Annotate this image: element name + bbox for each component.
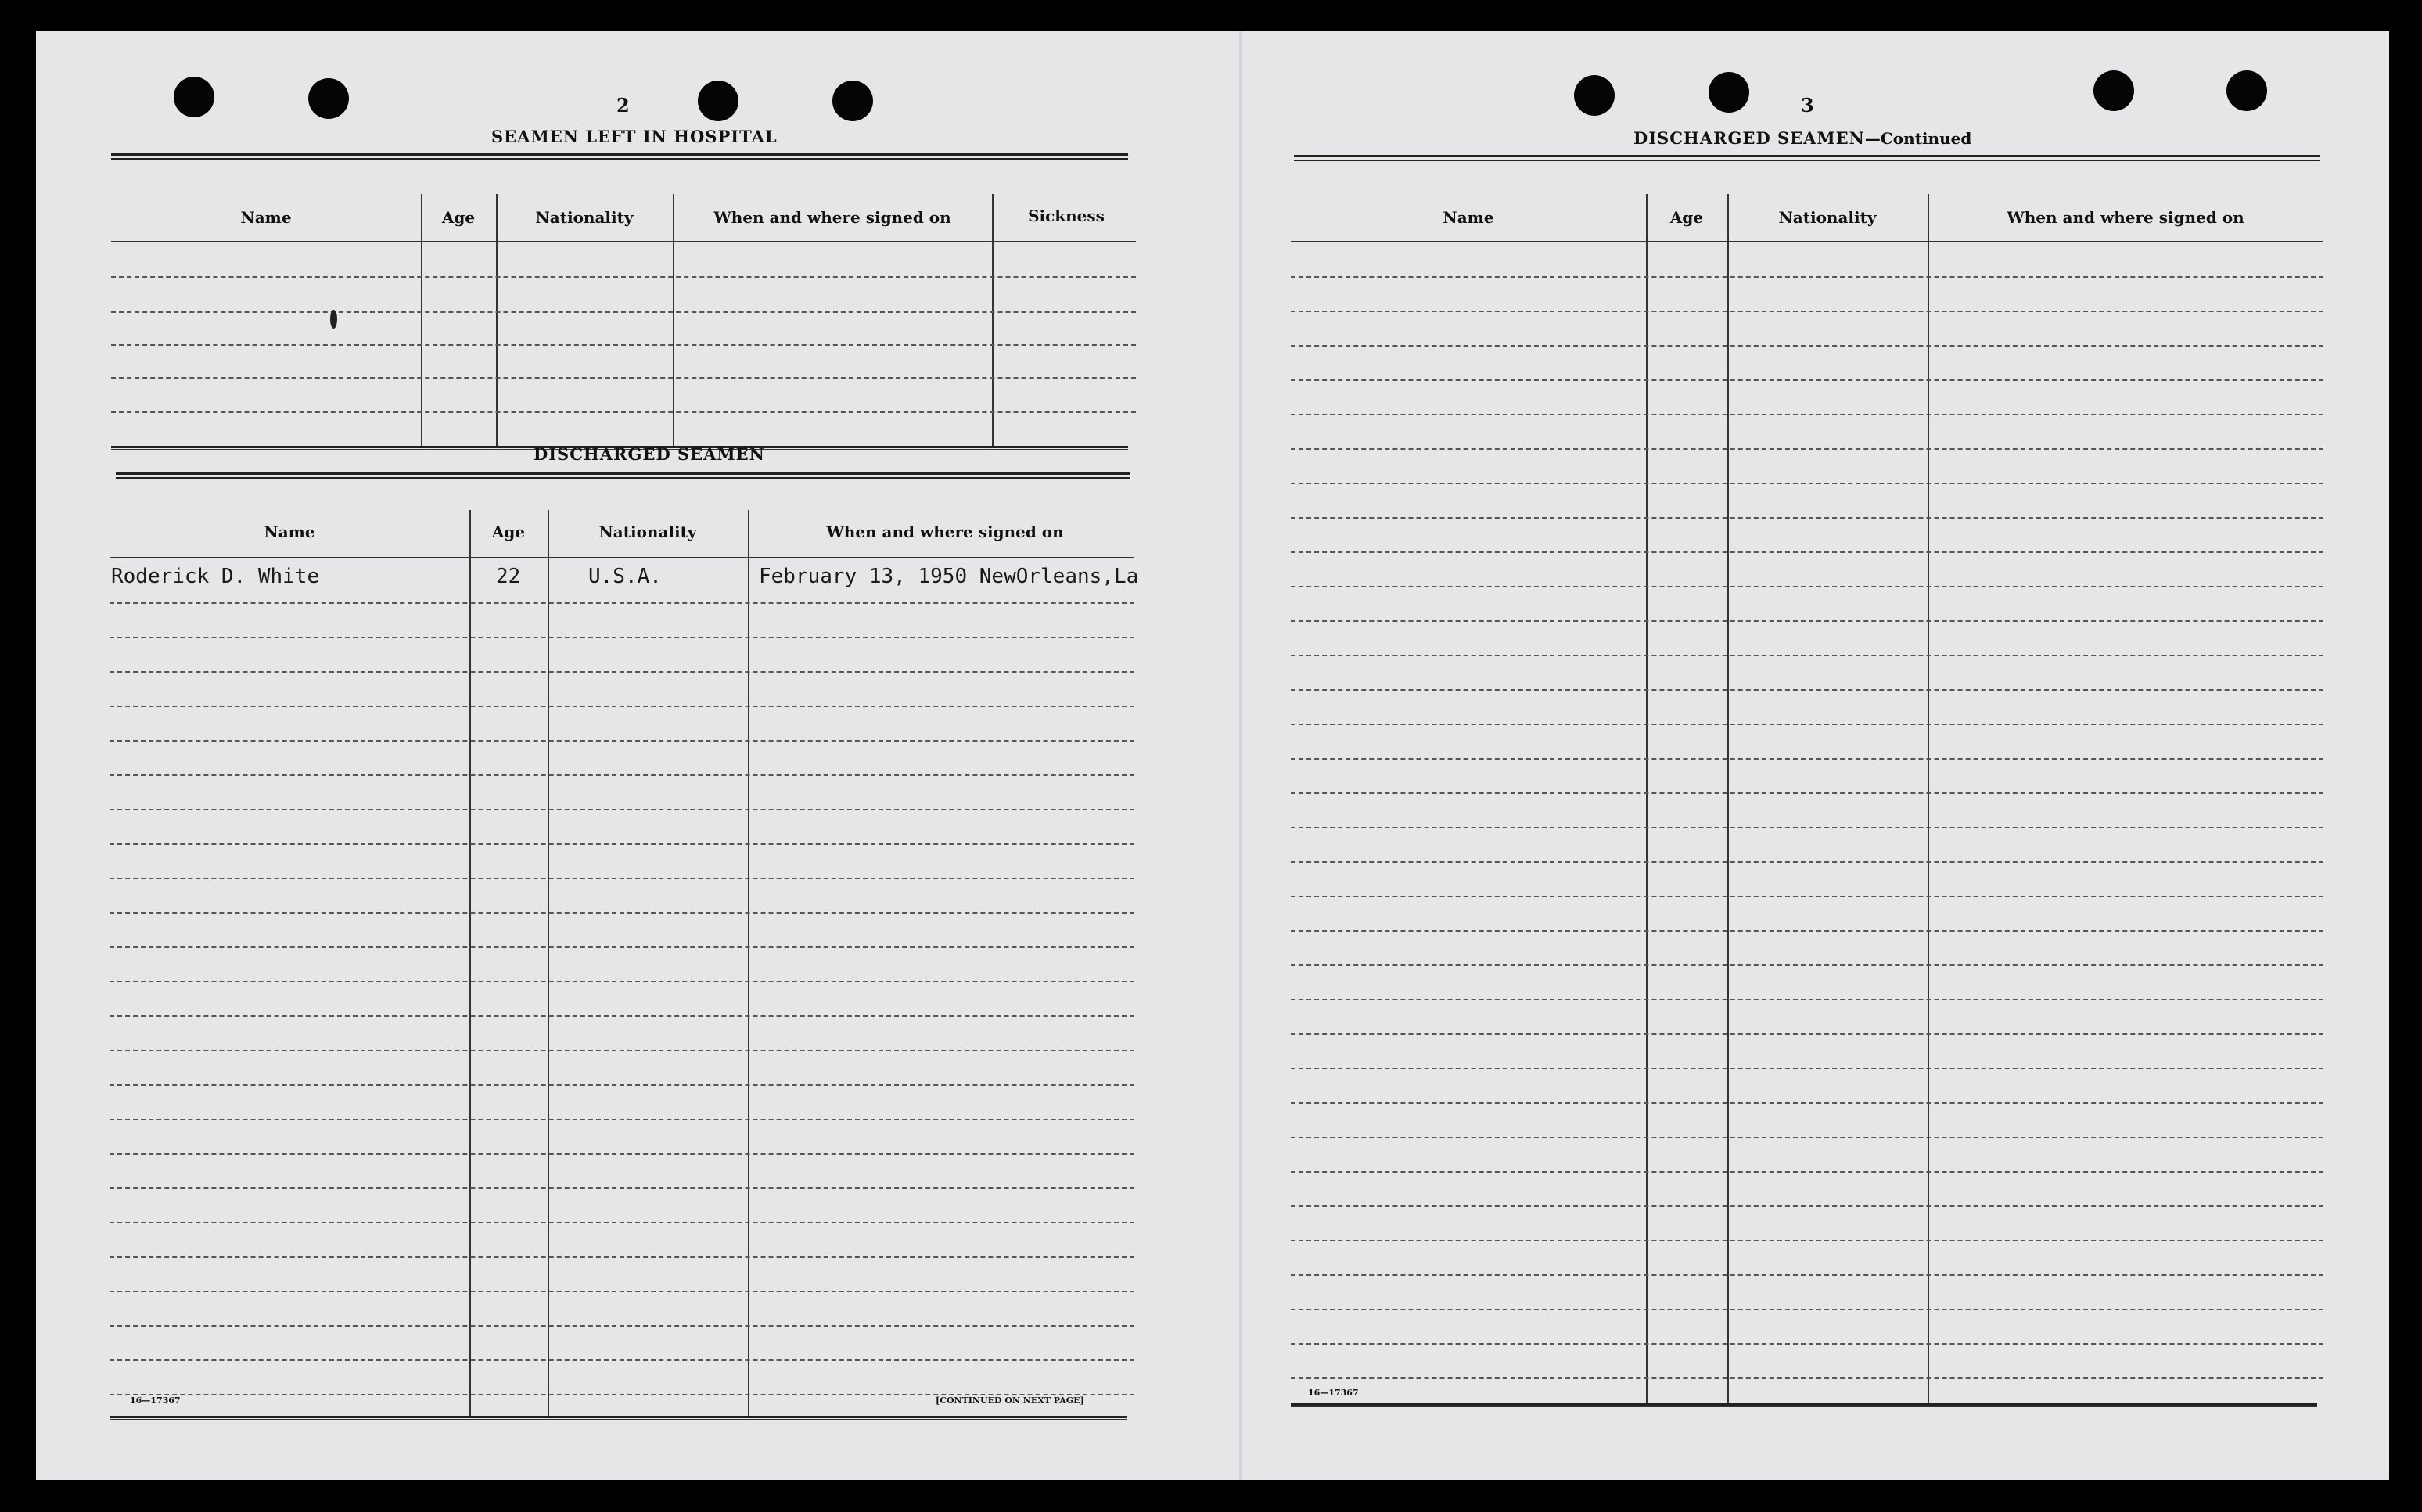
discharged-col-age: Age [491,523,526,541]
column-divider [1646,194,1648,1405]
title-rule [111,153,1128,160]
punch-hole [2093,70,2134,111]
row-line [110,878,1134,879]
column-divider [748,510,749,1416]
row-line [1291,551,2323,553]
column-divider [496,194,498,447]
row-line [110,912,1134,914]
seaman-signed-on: February 13, 1950 NewOrleans,La [759,565,1139,588]
column-divider [673,194,674,447]
column-divider [548,510,549,1416]
row-line [110,706,1134,707]
table-bottom-rule [110,1416,1127,1420]
hospital-col-age: Age [441,208,476,227]
title-rule [1294,155,2320,161]
row-line [1291,1068,2323,1069]
row-line [1291,1102,2323,1104]
discharged-col-nationality: Nationality [598,523,697,541]
hospital-col-signed-on: When and where signed on [713,208,951,227]
row-line [1291,1171,2323,1173]
row-line [1291,586,2323,587]
hospital-col-sickness: Sickness [1028,207,1105,225]
continued-col-nationality: Nationality [1778,208,1877,227]
hospital-table [111,163,1136,452]
row-line [1291,517,2323,519]
ink-mark [330,310,337,329]
continued-col-age: Age [1669,208,1704,227]
column-divider [421,194,422,447]
discharged-section-title: DISCHARGED SEAMEN [534,444,765,464]
row-line [1291,1240,2323,1241]
row-line [1291,1033,2323,1035]
column-divider [1727,194,1729,1405]
page-number: 3 [1801,94,1814,117]
row-line [1291,379,2323,381]
hospital-col-name: Name [240,208,292,227]
discharged-continued-table [1291,163,2323,1414]
continued-col-signed-on: When and where signed on [2007,208,2244,227]
row-line [1291,930,2323,932]
row-line [1291,483,2323,484]
row-line [1291,1309,2323,1310]
row-line [1291,724,2323,725]
row-line [110,1119,1134,1120]
row-line [110,1050,1134,1051]
row-line [110,1015,1134,1017]
punch-hole [308,78,349,119]
row-line [1291,964,2323,966]
punch-hole [832,81,873,121]
header-rule [110,557,1134,558]
row-line [110,946,1134,948]
row-line [1291,792,2323,794]
row-line [1291,689,2323,691]
row-line [110,774,1134,776]
row-line [111,276,1136,278]
punch-hole [698,81,738,121]
column-divider [1928,194,1929,1405]
row-line [1291,999,2323,1000]
header-rule [1291,241,2323,242]
row-line [110,1256,1134,1258]
hospital-section-title: SEAMEN LEFT IN HOSPITAL [491,127,778,146]
seaman-name: Roderick D. White [111,565,320,588]
form-number: 16—17367 [1308,1388,1359,1398]
row-line [110,637,1134,638]
row-line [110,1359,1134,1361]
document-sheet [36,31,2389,1480]
right-section-title [1633,128,1971,148]
row-line [110,1187,1134,1189]
row-line [110,809,1134,810]
continued-note: [CONTINUED ON NEXT PAGE] [936,1395,1084,1406]
row-line [110,1084,1134,1086]
row-line [1291,827,2323,828]
header-rule [111,241,1136,242]
page-fold [1239,31,1242,1480]
row-line [1291,345,2323,347]
row-line [111,344,1136,346]
row-line [110,843,1134,845]
page-number: 2 [616,94,630,117]
row-line [1291,1137,2323,1138]
punch-hole [174,77,214,117]
row-line [1291,758,2323,760]
row-line [110,740,1134,742]
punch-hole [1709,72,1749,113]
row-line [111,411,1136,413]
discharged-col-signed-on: When and where signed on [826,523,1064,541]
form-number: 16—17367 [130,1395,181,1406]
continued-col-name: Name [1443,208,1494,227]
row-line [110,981,1134,982]
discharged-col-name: Name [264,523,315,541]
row-line [1291,1274,2323,1276]
row-line [110,1153,1134,1155]
row-line [110,1222,1134,1223]
row-line [1291,896,2323,897]
title-rule [116,472,1130,479]
seaman-nationality: U.S.A. [588,565,662,588]
punch-hole [1574,75,1615,116]
column-divider [469,510,471,1416]
row-line [1291,655,2323,656]
row-line [110,1325,1134,1327]
column-divider [992,194,994,447]
row-line [110,1291,1134,1292]
row-line [1291,1343,2323,1345]
hospital-col-nationality: Nationality [535,208,634,227]
row-line [111,311,1136,313]
row-line [1291,276,2323,278]
row-line [110,671,1134,673]
discharged-table [110,479,1139,1425]
row-line [1291,1377,2323,1379]
row-line [1291,861,2323,863]
row-line [1291,448,2323,450]
row-line [1291,311,2323,312]
right-title-main: DISCHARGED SEAMEN [1633,128,1865,148]
table-bottom-rule [1291,1403,2317,1407]
right-title-suffix: —Continued [1864,129,1972,148]
seaman-age: 22 [496,565,521,588]
row-line [1291,414,2323,415]
row-line [1291,620,2323,622]
row-line [110,602,1134,604]
row-line [111,377,1136,379]
punch-hole [2226,70,2267,111]
row-line [1291,1205,2323,1207]
